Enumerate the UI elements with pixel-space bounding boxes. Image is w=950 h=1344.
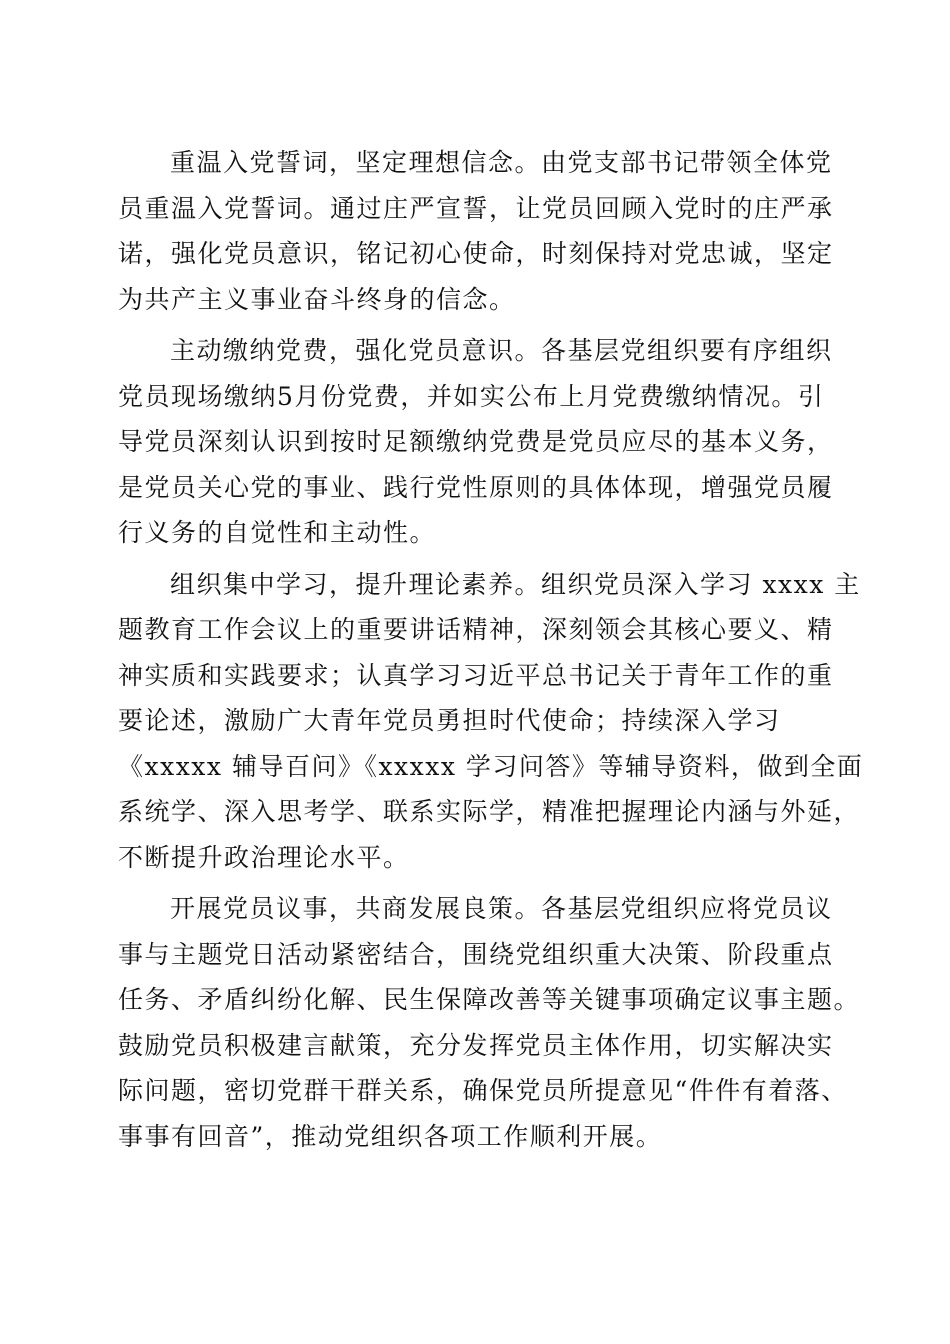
text-line: 组织集中学习，提升理论素养。组织党员深入学习 xxxx 主 [170, 569, 861, 599]
text-line: 导党员深刻认识到按时足额缴纳党费是党员应尽的基本义务， [118, 427, 834, 456]
text-line: 重温入党誓词，坚定理想信念。由党支部书记带领全体党 [170, 148, 833, 177]
paragraph [118, 886, 861, 1159]
text-line: 题教育工作会议上的重要讲话精神，深刻领会其核心要义、精 [118, 615, 834, 644]
text-line: 际问题，密切党群干群关系，确保党员所提意见“件件有着落、 [118, 1076, 848, 1105]
text-line: 神实质和实践要求；认真学习习近平总书记关于青年工作的重 [118, 660, 834, 690]
text-line: 《xxxxx 辅导百问》《xxxxx 学习问答》等辅导资料，做到全面 [118, 751, 864, 781]
text-line: 员重温入党誓词。通过庄严宣誓，让党员回顾入党时的庄严承 [118, 193, 834, 223]
text-line: 要论述，激励广大青年党员勇担时代使命；持续深入学习 [118, 706, 781, 735]
text-line: 鼓励党员积极建言献策，充分发挥党员主体作用，切实解决实 [118, 1030, 834, 1060]
paragraph [118, 140, 838, 322]
text-line: 不断提升政治理论水平。 [118, 842, 410, 872]
text-line: 任务、矛盾纠纷化解、民生保障改善等关键事项确定议事主题。 [118, 985, 861, 1014]
paragraph [118, 562, 864, 881]
text-line: 主动缴纳党费，强化党员意识。各基层党组织要有序组织 [170, 336, 833, 365]
text-line: 为共产主义事业奋斗终身的信念。 [118, 284, 516, 314]
text-line: 事事有回音”，推动党组织各项工作顺利开展。 [118, 1121, 663, 1151]
paragraph [118, 328, 838, 556]
document-body [118, 140, 864, 1165]
text-line: 行义务的自觉性和主动性。 [118, 518, 437, 547]
text-line: 系统学、深入思考学、联系实际学，精准把握理论内涵与外延， [118, 797, 861, 826]
text-line: 党员现场缴纳5月份党费，并如实公布上月党费缴纳情况。引 [118, 381, 825, 411]
text-line: 诺，强化党员意识，铭记初心使命，时刻保持对党忠诚，坚定 [118, 239, 834, 268]
text-line: 是党员关心党的事业、践行党性原则的具体体现，增强党员履 [118, 472, 834, 502]
text-line: 事与主题党日活动紧密结合，围绕党组织重大决策、阶段重点 [118, 939, 834, 969]
text-line: 开展党员议事，共商发展良策。各基层党组织应将党员议 [170, 894, 833, 923]
